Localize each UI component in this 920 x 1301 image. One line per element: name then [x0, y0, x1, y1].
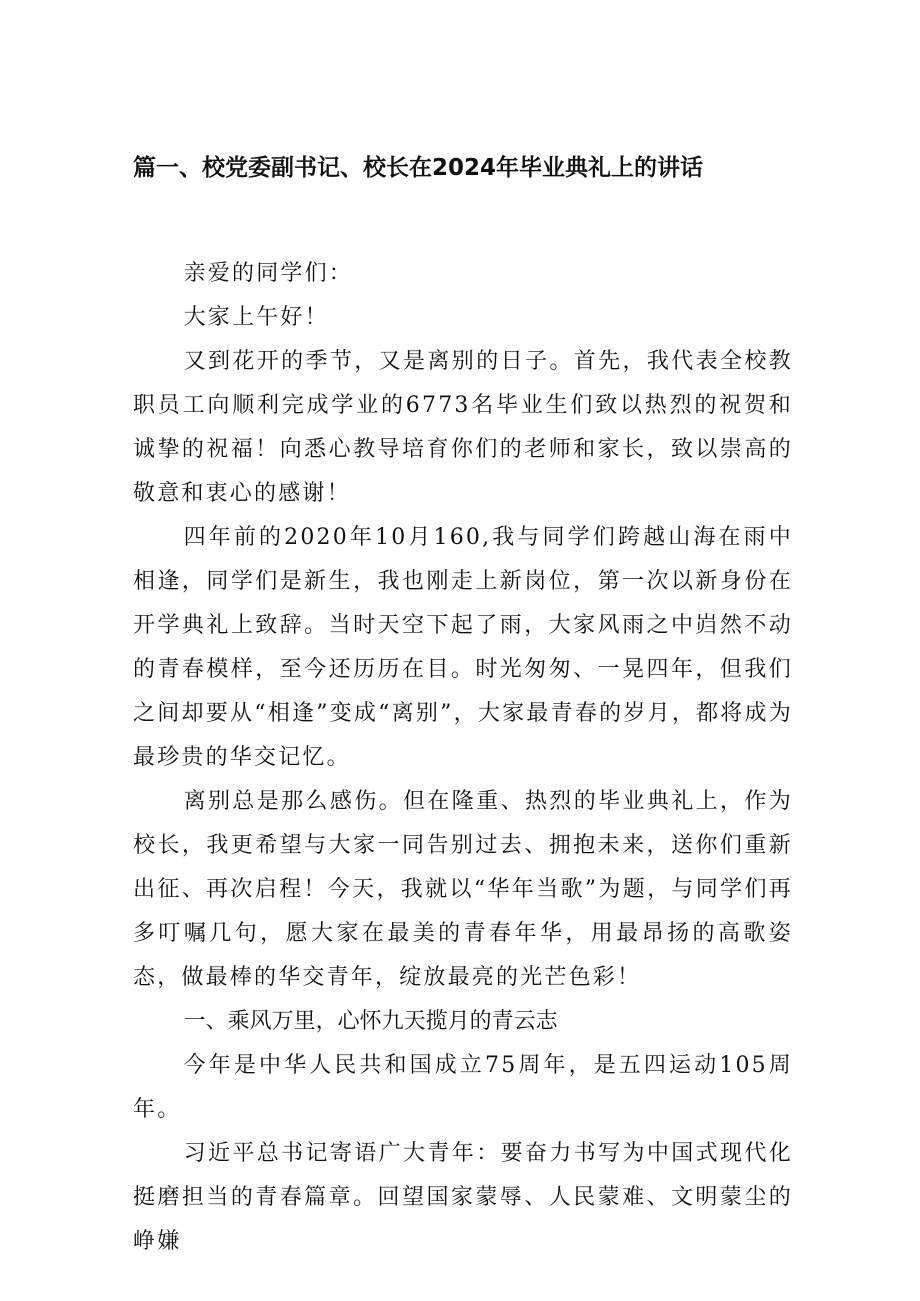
paragraph: 四年前的2020年10月160,我与同学们跨越山海在雨中相逢，同学们是新生，我也刚走上新岗位，第一次以新身份在开学典礼上致辞。当时天空下起了雨，大家风雨之中岿然不动的青春模样，至今还历历在目。时光匆匆、一晃四年，但我们之间却要从“相逢”变成“离别”，大家最青春的岁月，都将成为最珍贵的华交记忆。: [133, 525, 793, 770]
paragraph: 今年是中华人民共和国成立75周年，是五四运动105周年。: [133, 1053, 793, 1122]
document-body: [133, 252, 793, 1264]
salutation: 亲爱的同学们：: [183, 261, 353, 286]
greeting: 大家上午好！: [183, 305, 329, 330]
section-heading: 一、乘风万里，心怀九天揽月的青云志: [183, 1009, 558, 1034]
paragraph: 习近平总书记寄语广大青年：要奋力书写为中国式现代化挺磨担当的青春篇章。回望国家蒙辱、人民蒙难、文明蒙尘的峥嫌: [133, 1141, 793, 1254]
document-title: 篇一、校党委副书记、校长在2024年毕业典礼上的讲话: [133, 155, 704, 181]
paragraph: 离别总是那么感伤。但在隆重、热烈的毕业典礼上，作为校长，我更希望与大家一同告别过去、拥抱未来，送你们重新出征、再次启程！今天，我就以“华年当歌”为题，与同学们再多叮嘱几句，愿大家在最美的青春年华，用最昂扬的高歌姿态，做最棒的华交青年，绽放最亮的光芒色彩！: [133, 789, 793, 990]
paragraph: 又到花开的季节，又是离别的日子。首先，我代表全校教职员工向顺利完成学业的6773名毕业生们致以热烈的祝贺和诚挚的祝福！向悉心教导培育你们的老师和家长，致以崇高的敬意和衷心的感谢！: [133, 349, 793, 506]
